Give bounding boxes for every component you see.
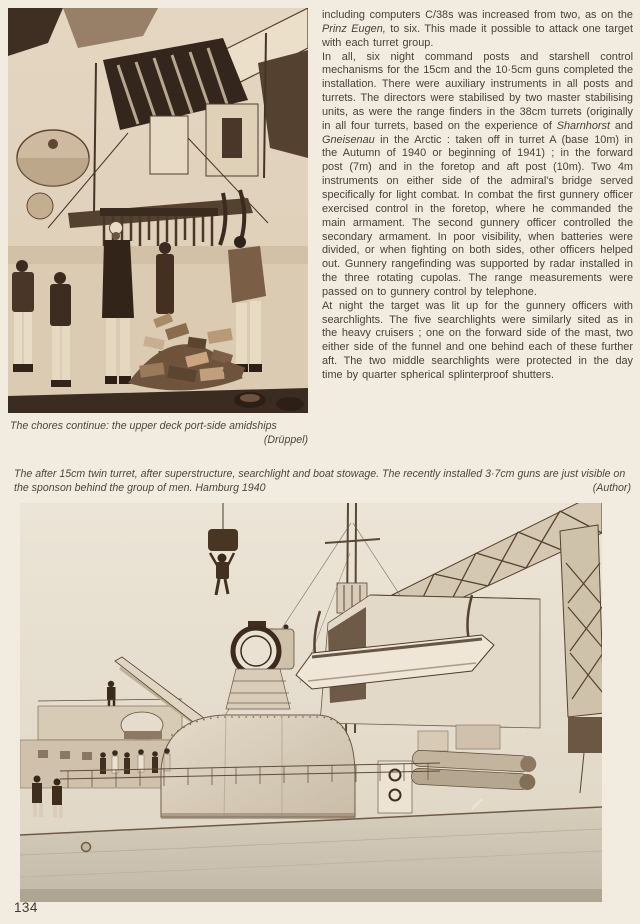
ship-name-italic: Sharnhorst — [556, 119, 610, 132]
photo2-caption — [14, 468, 631, 495]
photo1-caption-text: The chores continue: the upper deck port-side amidships — [10, 420, 277, 432]
photo1-caption-credit: (Drüppel) — [263, 433, 308, 446]
hawse-fitting — [82, 843, 91, 852]
vent-dome — [27, 193, 53, 219]
turret-shield — [161, 715, 355, 817]
crane-lattice-tower — [560, 525, 602, 717]
article-column — [322, 9, 633, 383]
turret-photo — [20, 503, 602, 902]
article-paragraph-1: including computers C/38s was increased from two, as on the Prinz Eugen, to six. This made it possible to attack one target with each turret group. — [322, 9, 633, 49]
photo2-caption-text: The after 15cm twin turret, after superstructure, searchlight and boat stowage. The recently installed 3·7cm guns are just visible on the sponson behind the group of men. Hamburg 1940 — [14, 468, 626, 494]
crane-pulley-block — [568, 717, 602, 753]
turret-photo-illustration — [20, 503, 602, 902]
article-paragraph-2: In all, six night command posts and starshell control mechanisms for the 15cm and the 10·5cm guns completed the installation. There were auxiliary instruments in all posts and turrets. The directors were stabilised by two master stabilising units, as were the range finders in the 38cm turrets (originally in all four turrets, based on the experience of Sharnhorst and Gneisenau in the Arctic : taken off in turret A (base 10m) in the Autumn of 1940 or beginning of 1941) ; in the forward post (7m) and in the foretop and aft post (10m). Two 4m instruments on either side of the admiral's bridge served specifically for light combat. In combat the first gunnery officer exercised control in the foretop, where he commanded the main armament. The second gunnery officer controlled the secondary armament. In poor visibility, when batteries were divided, or when fighting on both sides, other officers helped out. Gunnery rangefinding was supported by radar installed in the three rotating cupolas. The range measurements were passed on to gunnery control by telephone. — [322, 50, 633, 298]
photo2-caption-credit: (Author) — [592, 481, 631, 494]
article-paragraph-3: At night the target was lit up for the gunnery officers with searchlights. The five searchlights were similarly sited as in the heavy cruisers ; one on the forward side of the mast, two either side of the funnel and one behind each of these further aft. The two middle searchlights were protected in the day time by quarter spherical splinterproof shutters. — [322, 299, 633, 381]
photo1-caption — [10, 420, 308, 447]
deck-scene — [8, 222, 308, 414]
ship-name-italic: Prinz Eugen, — [322, 22, 386, 35]
amidships-deck-photo — [8, 8, 308, 413]
amidships-photo-illustration — [8, 8, 308, 413]
page-number: 134 — [14, 900, 38, 915]
ship-name-italic: Gneisenau — [322, 133, 375, 146]
